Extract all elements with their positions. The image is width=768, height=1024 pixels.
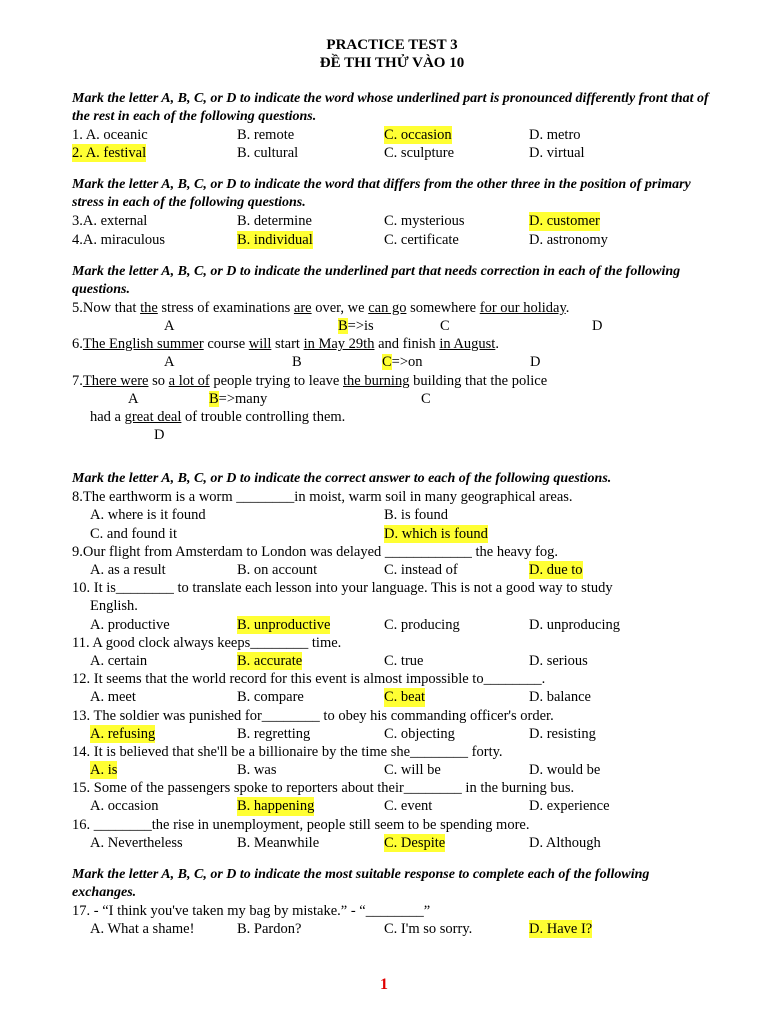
highlighted-answer-letter: B (338, 317, 348, 334)
option-a: A. as a result (90, 562, 166, 578)
option-a: 2. A. festival (72, 145, 147, 162)
option-b: B. is found (384, 507, 449, 524)
question-stem: 12. It seems that the world record for this event is almost impossible to________. (72, 671, 546, 688)
options-row (72, 652, 712, 670)
question-stem: 13. The soldier was punished for________ to obey his commanding officer's order. (72, 707, 554, 724)
answer-label: B (292, 354, 302, 371)
answer-label: A (164, 317, 175, 334)
option-c: C. beat (384, 689, 426, 706)
highlighted-answer-letter: C (382, 354, 392, 371)
option-b: B. cultural (237, 145, 299, 162)
options-row (72, 616, 712, 634)
option-d: D. balance (529, 689, 591, 706)
option-a: A. productive (90, 616, 170, 633)
underlined-part: in August (439, 336, 496, 353)
option-b: B. individual (237, 231, 313, 248)
option-a: A. where is it found (90, 507, 206, 524)
sentence-text: 5.Now that (72, 299, 141, 316)
option-d: D. metro (529, 127, 581, 143)
option-b: B. regretting (237, 725, 311, 742)
underlined-part: the (140, 299, 158, 316)
answer-label (209, 390, 267, 408)
section-multiple-choice (72, 488, 712, 852)
underlined-part: in May 29th (303, 336, 375, 353)
option-a: A. occasion (90, 798, 159, 815)
sentence-text: 6. (72, 336, 83, 353)
underlined-part: a lot of (168, 372, 210, 389)
section-stress (72, 212, 712, 248)
option-c: C. sculpture (384, 145, 455, 162)
instruction-exchange: Mark the letter A, B, C, or D to indicate the most suitable response to complete each of the following exchanges. (72, 867, 650, 900)
option-d: D. virtual (529, 145, 585, 162)
instruction-pronunciation: Mark the letter A, B, C, or D to indicate the word whose underlined part is pronounced differently front that of the rest in each of the following questions. (72, 91, 709, 124)
question-stem: 17. - “I think you've taken my bag by mistake.” - “________” (72, 903, 431, 919)
option-a: C. and found it (90, 525, 177, 542)
answer-label: D (530, 354, 541, 371)
sentence-text: building that the police (409, 372, 548, 389)
option-a: 1. A. oceanic (72, 127, 148, 143)
sentence-text: 7. (72, 372, 83, 389)
sentence-text: of trouble controlling them. (181, 408, 346, 425)
options-row (72, 506, 712, 524)
answer-label (382, 353, 423, 371)
correction-text: =>is (347, 317, 374, 334)
option-b: B. accurate (237, 652, 303, 669)
option-d: D. would be (529, 762, 601, 779)
underlined-part: great deal (124, 408, 182, 425)
question-stem: 9.Our flight from Amsterdam to London was delayed ____________ the heavy fog. (72, 543, 559, 560)
option-c: C. I'm so sorry. (384, 921, 473, 938)
option-c: C. true (384, 652, 424, 669)
underlined-part: for our holiday (479, 299, 566, 316)
instruction-stress: Mark the letter A, B, C, or D to indicate the word that differs from the other three in the position of primary stress in each of the following questions. (72, 177, 691, 211)
option-c: C. will be (384, 762, 441, 779)
option-b: B. was (237, 762, 277, 779)
question-stem: 10. It is________ to translate each lesson into your language. This is not a good way to study (72, 580, 613, 597)
option-b: B. compare (237, 689, 304, 706)
option-c: C. objecting (384, 725, 455, 742)
correction-text: =>on (391, 354, 423, 371)
underlined-part: There were (82, 372, 149, 389)
option-a: A. What a shame! (90, 921, 195, 938)
option-a: A. certain (90, 652, 148, 669)
option-a: A. meet (90, 689, 136, 706)
option-d: D. astronomy (529, 231, 608, 248)
answer-label: D (592, 317, 603, 334)
answer-label: A (164, 354, 175, 371)
sentence-text: had a (90, 408, 125, 425)
option-d: D. experience (529, 798, 610, 815)
question-6-labels (72, 353, 712, 371)
option-c: C. certificate (384, 231, 459, 248)
options-row (72, 761, 712, 779)
question-6-sentence (72, 335, 712, 353)
sentence-text: start (271, 336, 304, 353)
question-row-3 (72, 212, 712, 230)
underlined-part: will (248, 336, 272, 353)
options-row (72, 561, 712, 579)
option-b: B. Meanwhile (237, 834, 320, 851)
option-c: C. producing (384, 616, 460, 633)
sentence-text: somewhere (406, 299, 480, 316)
question-7-continuation-label (72, 426, 712, 444)
highlighted-answer-letter: B (209, 390, 219, 407)
answer-label (338, 317, 374, 335)
question-7-labels (72, 390, 712, 408)
question-row-2 (72, 144, 712, 162)
option-a: 3.A. external (72, 213, 148, 230)
page-number: 1 (380, 976, 388, 993)
option-d: D. unproducing (529, 616, 621, 633)
question-stem: 15. Some of the passengers spoke to reporters about their________ in the burning bus. (72, 780, 575, 797)
option-d: D. Have I? (529, 921, 593, 938)
option-b: B. determine (237, 213, 312, 230)
correction-text: =>many (218, 390, 268, 407)
section-pronunciation (72, 126, 712, 162)
question-5-sentence (72, 299, 712, 317)
test-subtitle: ĐỀ THI THỬ VÀO 10 (319, 55, 465, 71)
option-d: D. serious (529, 652, 588, 669)
section-exchanges (72, 902, 712, 938)
underlined-part: are (293, 299, 312, 316)
sentence-text: course (203, 336, 249, 353)
option-c: C. Despite (384, 834, 446, 851)
options-row (72, 525, 712, 543)
option-d: D. resisting (529, 725, 596, 742)
option-c: C. occasion (384, 127, 452, 143)
sentence-text: people trying to leave (209, 372, 343, 389)
options-row (72, 797, 712, 815)
test-page (72, 36, 712, 938)
question-stem: 16. ________the rise in unemployment, people still seem to be spending more. (72, 816, 530, 833)
options-row (72, 920, 712, 938)
option-d: D. customer (529, 213, 600, 230)
answer-label: D (154, 427, 165, 444)
section-error-identification (72, 299, 712, 445)
option-d: D. Although (529, 834, 601, 851)
sentence-text: . (495, 336, 499, 353)
option-c: C. event (384, 798, 433, 815)
question-stem: 8.The earthworm is a worm ________in moist, warm soil in many geographical areas. (72, 489, 573, 506)
options-row (72, 725, 712, 743)
option-b: B. unproductive (237, 616, 331, 633)
instruction-error: Mark the letter A, B, C, or D to indicate the underlined part that needs correction in each of the following questions. (72, 263, 681, 297)
instruction-mcq: Mark the letter A, B, C, or D to indicate the correct answer to each of the following questions. (72, 471, 612, 487)
option-a: A. refusing (90, 725, 156, 742)
options-row (72, 834, 712, 852)
answer-label: C (440, 317, 450, 334)
sentence-text: and finish (374, 336, 440, 353)
test-title: PRACTICE TEST 3 (326, 37, 458, 53)
sentence-text: stress of examinations (157, 299, 294, 316)
option-a: A. is (90, 762, 118, 779)
answer-label: A (128, 390, 139, 407)
option-b: D. which is found (384, 525, 488, 542)
question-5-labels (72, 317, 712, 335)
question-row-4 (72, 231, 712, 249)
question-7-continuation (72, 408, 712, 426)
question-row-1 (72, 126, 712, 144)
answer-label: C (421, 390, 431, 407)
sentence-text: so (148, 372, 169, 389)
option-b: B. happening (237, 798, 315, 815)
sentence-text: over, we (311, 299, 369, 316)
options-row (72, 688, 712, 706)
option-a: A. Nevertheless (90, 834, 183, 851)
underlined-part: the burning (343, 372, 410, 389)
option-b: B. on account (237, 562, 318, 578)
option-c: C. instead of (384, 562, 458, 578)
option-b: B. Pardon? (237, 921, 302, 938)
question-stem: 14. It is believed that she'll be a billionaire by the time she________ forty. (72, 743, 503, 760)
sentence-text: . (565, 299, 570, 316)
question-7-sentence (72, 372, 712, 390)
option-d: D. due to (529, 562, 583, 578)
question-stem: 11. A good clock always keeps________ time. (72, 634, 342, 651)
option-c: C. mysterious (384, 213, 465, 230)
option-b: B. remote (237, 127, 295, 143)
underlined-part: The English summer (82, 336, 204, 353)
question-stem-continued: English. (90, 598, 138, 615)
option-a: 4.A. miraculous (72, 231, 166, 248)
underlined-part: can go (368, 299, 407, 316)
